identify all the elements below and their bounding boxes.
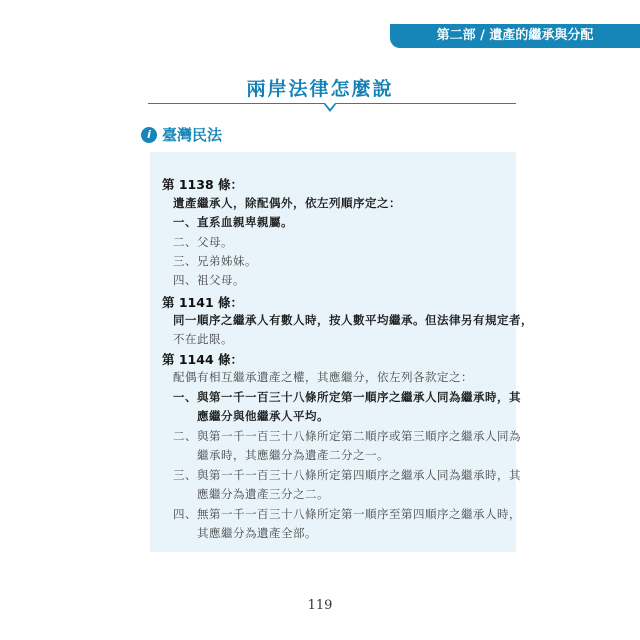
article-1138-line: 遺產繼承人，除配偶外，依左列順序定之：: [173, 196, 401, 210]
article-1144-line: 應繼分與他繼承人平均。: [197, 409, 329, 423]
heading-rule-notch-inner: [325, 103, 335, 109]
article-1144-line: 繼承時，其應繼分為遺產二分之一。: [197, 448, 389, 462]
page-number: 119: [307, 598, 333, 613]
article-1138-line: 三、兄弟姊妹。: [173, 254, 257, 268]
page-heading: 兩岸法律怎麼說: [246, 78, 394, 100]
article-1144-line: 其應繼分為遺產全部。: [197, 526, 317, 540]
article-1141-line: 同一順序之繼承人有數人時，按人數平均繼承。但法律另有規定者，: [173, 313, 533, 327]
article-1144-line: 二、與第一千一百三十八條所定第二順序或第三順序之繼承人同為: [173, 429, 521, 443]
article-1141-line: 不在此限。: [173, 332, 233, 346]
section-title: 臺灣民法: [162, 126, 223, 144]
article-1144-line: 一、與第一千一百三十八條所定第一順序之繼承人同為繼承時，其: [173, 390, 521, 404]
article-1144-line: 三、與第一千一百三十八條所定第四順序之繼承人同為繼承時，其: [173, 468, 521, 482]
article-1144-line: 應繼分為遺產三分之二。: [197, 487, 329, 501]
article-1141-title: 第 1141 條：: [162, 295, 243, 310]
article-1138-line: 二、父母。: [173, 235, 233, 249]
article-1138-line: 四、祖父母。: [173, 273, 245, 287]
article-1144-title: 第 1144 條：: [162, 352, 243, 367]
article-1144-line: 配偶有相互繼承遺產之權，其應繼分，依左列各款定之：: [173, 370, 473, 384]
article-1144-line: 四、無第一千一百三十八條所定第一順序至第四順序之繼承人時，: [173, 507, 521, 521]
chapter-tab: 第二部 / 遺產的繼承與分配: [390, 24, 640, 48]
info-badge-icon: i: [141, 127, 157, 143]
article-1138-line: 一、直系血親卑親屬。: [173, 215, 293, 229]
article-1138-title: 第 1138 條：: [162, 177, 243, 192]
